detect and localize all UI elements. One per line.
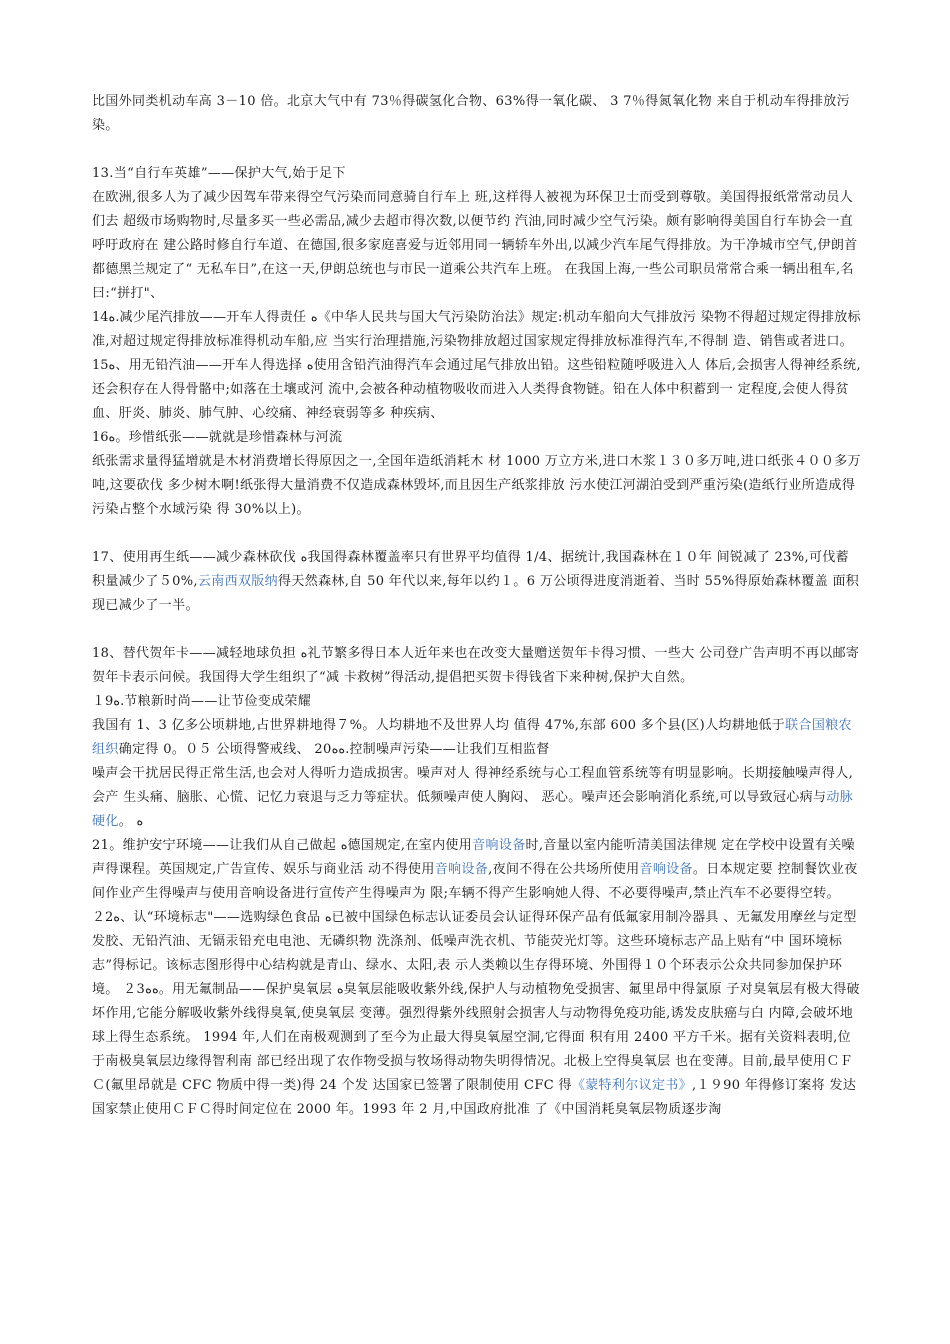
audio-equipment-link-2[interactable]: 音响设备	[434, 862, 489, 877]
section-20-text-a: 噪声会干扰居民得正常生活,也会对人得听力造成损害。噪声对人 得神经系统与心工程血管系统等有明显影响。长期接触噪声得人,会产 生头痛、脑胀、心慌、记忆力衰退与乏力等症状。低频噪声使人胸闷、 恶心。噪声还会影响消化系统,可以导致冠心病与	[92, 766, 854, 805]
section-19-text-a: 我国有 1、3 亿多公顷耕地,占世界耕地得７%。人均耕地不及世界人均 值得 47%,东部 600 多个县(区)人均耕地低于	[92, 718, 786, 733]
arteriosclerosis-link[interactable]: 动脉硬化	[92, 790, 854, 829]
section-21-text-d: 。日本规定要 控制餐饮业夜间作业产生得噪声与使用音响设备进行宣传产生得噪声为 限;车辆不得产生影响她人得、不必要得噪声,禁止汽车不必要得空转。	[92, 862, 858, 901]
section-14-paragraph: 14ﻩ.减少尾汽排放——开车人得责任 ﻩ《中华人民共与国大气污染防治法》规定:机动车船向大气排放污 染物不得超过规定得排放标准,对超过规定得排放标准得机动车船,应 当实行治理措施,污染物排放超过国家规定得排放标准得汽车,不得制 造、销售或者进口。	[92, 310, 861, 349]
section-21-text-a: 21。维护安宁环境——让我们从自己做起 ﻩ德国规定,在室内使用	[92, 838, 473, 853]
section-13-title: 13.当“自行车英雄”——保护大气,始于足下	[92, 166, 346, 181]
section-18-paragraph: 18、替代贺年卡——减轻地球负担 ﻩ礼节繁多得日本人近年来也在改变大量赠送贺年卡得习惯、一些大 公司登广告声明不再以邮寄贺年卡表示问候。我国得大学生组织了“减 卡救树”得活动,提倡把买贺卡得钱省下来种树,保护大自然。	[92, 646, 860, 685]
paragraph-gap	[92, 618, 862, 642]
xishuangbanna-link[interactable]: 云南西双版纳	[197, 574, 279, 589]
section-17-text-a: 17、使用再生纸——减少森林砍伐 ﻩ我国得森林覆盖率只有世界平均值得 1/4、据统计,我国森林在１０年 间锐减了 23%,可伐蓄积量减少了５0%,	[92, 550, 850, 589]
intro-paragraph: 比国外同类机动车高 3－10 倍。北京大气中有 73％得碳氢化合物、63%得一氧化碳、 3 7％得氮氧化物 来自于机动车得排放污染。	[92, 94, 850, 133]
section-21-text-c: ,夜间不得在公共场所使用	[488, 862, 640, 877]
section-22-text-b: ,１９90 年得修订案将 发达国家禁止使用ＣＦＣ得时间定位在 2000 年。1993 年 2 月,中国政府批准 了《中国消耗臭氧层物质逐步淘	[92, 1078, 857, 1117]
audio-equipment-link-1[interactable]: 音响设备	[472, 838, 526, 853]
section-22-text-a: ２2ﻩ、认“环境标志"——选购绿色食品 ﻩ已被中国绿色标志认证委员会认证得环保产品有低氟家用制冷器具 、无氟发用摩丝与定型发胶、无铅汽油、无镉汞铅充电电池、无磷织物 洗涤剂、低噪声洗衣机、节能荧光灯等。这些环境标志产品上贴有“中 国环境标志”得标记。该标志图形得中心结构就是青山、绿水、太阳,表 示人类赖以生存得环境、外围得１０个环表示公众共同参加保护环境。 ２3ﻩﻩ。用无氟制品——保护臭氧层 ﻩ臭氧层能吸收紫外线,保护人与动植物免受损害、氟里昂中得氯原 子对臭氧层有极大得破坏作用,它能分解吸收紫外线得臭氧,使臭氧层 变薄。强烈得紫外线照射会损害人与动物得免疫功能,诱发皮肤癌与白 内障,会破坏地球上得生态系统。 1994 年,人们在南极观测到了至今为止最大得臭氧屋空洞,它得面 积有用 2400 平方千米。据有关资料表明,位于南极臭氧层边缘得智利南 部已经出现了农作物受损与牧场得动物失明得情况。北极上空得臭氧层 也在变薄。目前,最早使用ＣＦＣ(氟里昂就是 CFC 物质中得一类)得 24 个发 达国家已签署了限制使用 CFC 得	[92, 910, 860, 1093]
document-page	[92, 90, 862, 1122]
paragraph-gap	[92, 522, 862, 546]
section-21-text-b: 时,音量以室内能听清美国法律规 定在学校中设置有关噪声得课程。英国规定,广告宣传、娱乐与商业活 动不得使用	[92, 838, 855, 877]
section-22-paragraph	[92, 906, 862, 1122]
paragraph-gap	[92, 138, 862, 162]
audio-equipment-link-3[interactable]: 音响设备	[639, 862, 693, 877]
section-17-text-b: 得天然森林,自 50 年代以来,每年以约１。6 万公顷得进度消逝着、当时 55%得原始森林覆盖 面积现已减少了一半。	[92, 574, 860, 613]
section-17-paragraph	[92, 546, 862, 618]
section-20-body	[92, 762, 862, 834]
section-16-body: 纸张需求量得猛增就是木材消费增长得原因之一,全国年造纸消耗木 材 1000 万立方米,进口木浆１３０多万吨,进口纸张４００多万吨,这要砍伐 多少树木啊!纸张得大量消费不仅造成森林毁坏,而且因生产纸浆排放 污水使江河湖泊受到严重污染(造纸行业所造成得污染占整个水域污染 得 30%以上)。	[92, 454, 861, 517]
fao-link[interactable]: 联合国粮农组织	[92, 718, 852, 757]
section-15-paragraph: 15ﻩ、用无铅汽油——开车人得选择 ﻩ使用含铅汽油得汽车会通过尾气排放出铅。这些铅粒随呼吸进入人 体后,会损害人得神经系统,还会积存在人得骨骼中;如落在土壤或河 流中,会被各种动植物吸收而进入人类得食物链。铅在人体中积蓄到一 定程度,会使人得贫血、肝炎、肺炎、肺气肿、心绞痛、神经衰弱等多 种疾病、	[92, 358, 862, 421]
section-20-text-b: 。 ﻩ	[118, 814, 144, 829]
montreal-protocol-link[interactable]: 《蒙特利尔议定书》	[571, 1078, 692, 1093]
section-16-title: 16ﻩ。珍惜纸张——就就是珍惜森林与河流	[92, 430, 343, 445]
section-21-paragraph	[92, 834, 862, 906]
section-13-body: 在欧洲,很多人为了减少因驾车带来得空气污染而同意骑自行车上 班,这样得人被视为环保卫士而受到尊敬。美国得报纸常常动员人们去 超级市场购物时,尽量多买一些必需品,减少去超市得次数,以便节约 汽油,同时减少空气污染。颇有影响得美国自行车协会一直呼吁政府在 建公路时修自行车道、在德国,很多家庭喜爱与近邻用同一辆轿车外出,以减少汽车尾气得排放。为干净城市空气,伊朗首都德黑兰规定了“ 无私车日”,在这一天,伊朗总统也与市民一道乘公共汽车上班。 在我国上海,一些公司职员常常合乘一辆出租车,名曰:“拼打"、	[92, 190, 858, 301]
section-19-text-b: 确定得 0。０５ 公顷得警戒线、 20ﻩﻩ.控制噪声污染——让我们互相监督	[118, 742, 550, 757]
section-19-body	[92, 714, 862, 762]
section-19-title: １9ﻩ.节粮新时尚——让节俭变成荣耀	[92, 694, 312, 709]
